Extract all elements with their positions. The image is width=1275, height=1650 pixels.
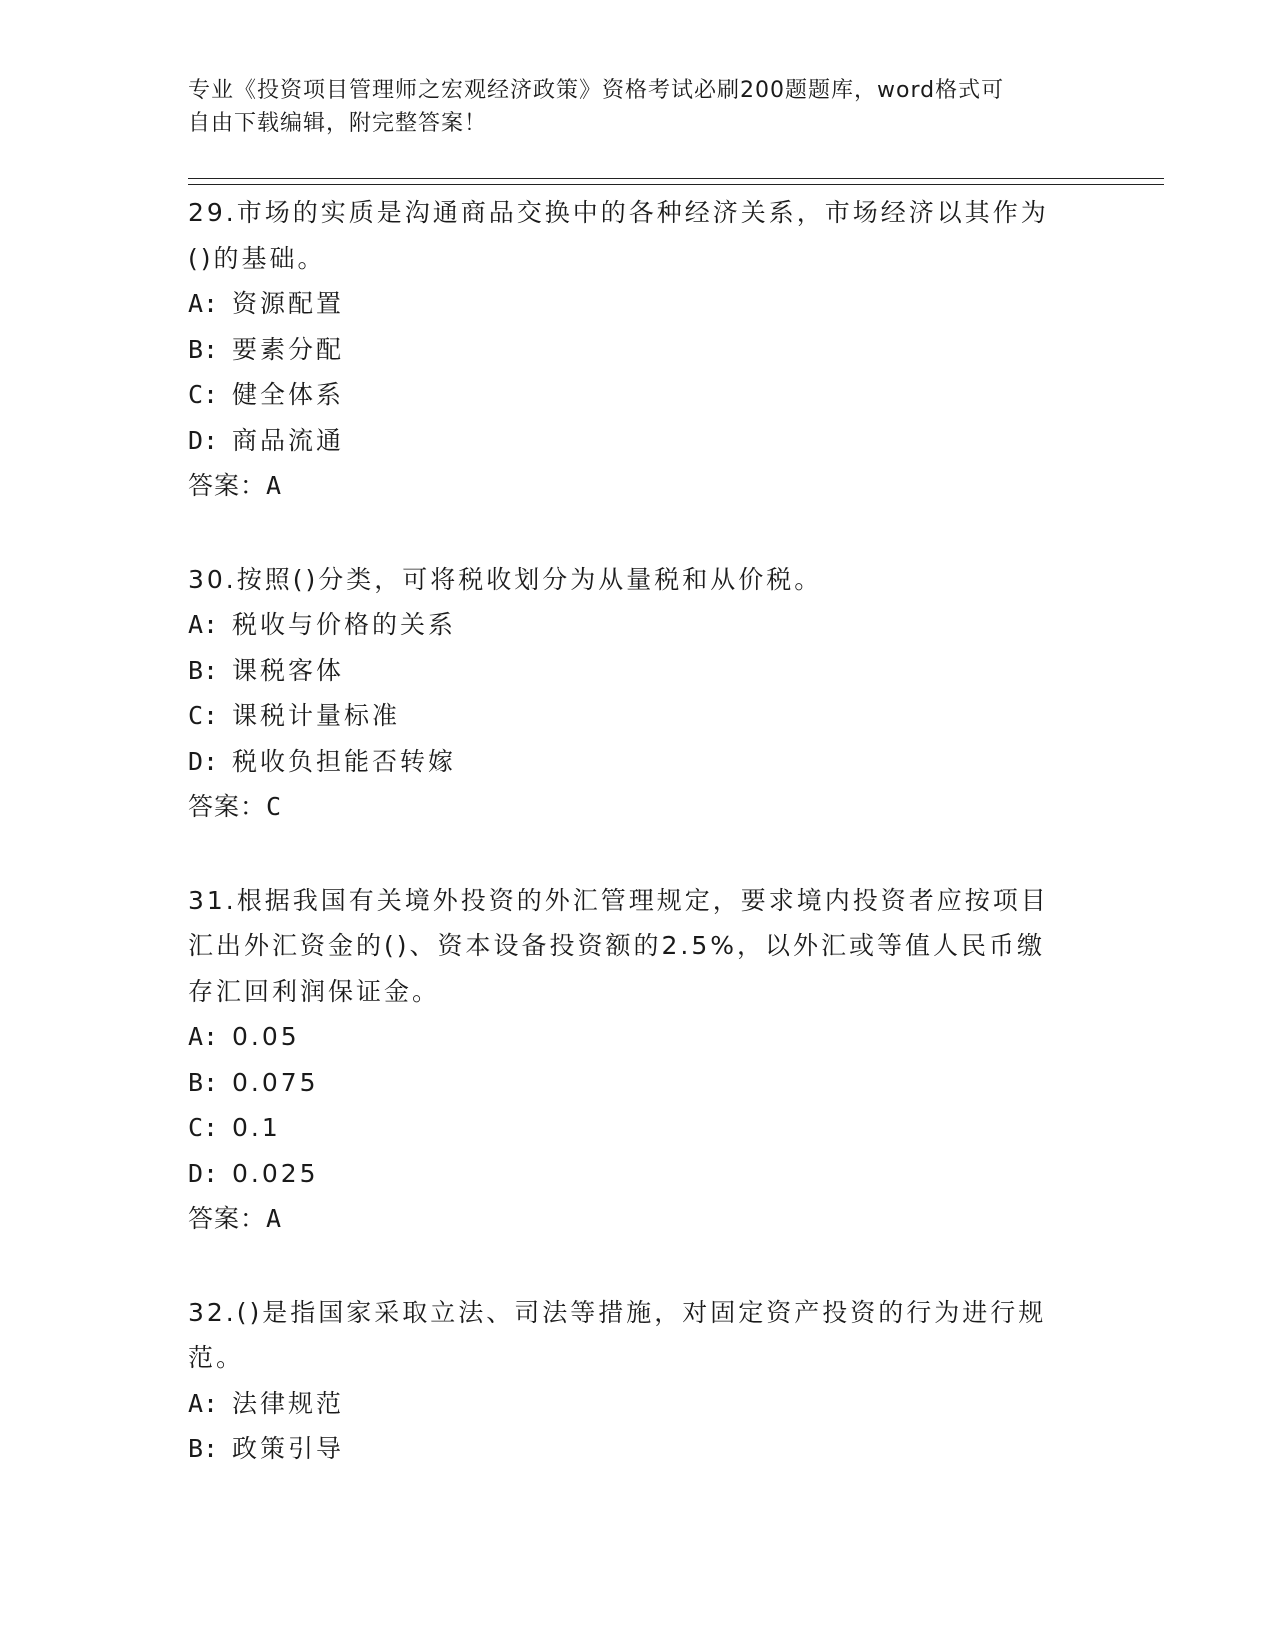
header-divider-bottom	[188, 184, 1164, 185]
option-c	[188, 372, 1088, 418]
option-a	[188, 1014, 1088, 1060]
option-text: 0.075	[232, 1067, 319, 1097]
question-32	[188, 1290, 1088, 1472]
option-c	[188, 693, 1088, 739]
option-key: D:	[188, 425, 219, 455]
option-key: B:	[188, 655, 219, 685]
question-29	[188, 190, 1088, 509]
option-key: B:	[188, 1067, 219, 1097]
option-key: A:	[188, 610, 219, 639]
question-text-line: 范。	[188, 1343, 245, 1372]
answer-value: A	[266, 1204, 283, 1233]
option-key: A:	[188, 289, 219, 318]
option-key: A:	[188, 1388, 219, 1418]
option-text: 政策引导	[232, 1434, 345, 1463]
option-a	[188, 1381, 1088, 1427]
option-text: 课税计量标准	[232, 701, 401, 730]
option-text: 资源配置	[232, 289, 345, 318]
header-title-line-2: 自由下载编辑，附完整答案！	[188, 111, 488, 136]
option-key: A:	[188, 1022, 219, 1051]
question-text-line: 31.根据我国有关境外投资的外汇管理规定，要求境内投资者应按项目	[188, 885, 1049, 915]
question-text-line: 32.()是指国家采取立法、司法等措施，对固定资产投资的行为进行规	[188, 1297, 1047, 1327]
header-divider-top	[188, 178, 1164, 179]
option-text: 0.05	[232, 1022, 300, 1051]
option-b	[188, 1060, 1088, 1106]
document-header	[188, 74, 1088, 140]
answer-value: C	[266, 792, 283, 821]
option-text: 商品流通	[232, 425, 345, 455]
option-key: B:	[188, 334, 219, 364]
option-a	[188, 281, 1088, 327]
option-text: 课税客体	[232, 655, 345, 685]
option-key: C:	[188, 1113, 219, 1142]
option-text: 法律规范	[232, 1388, 345, 1418]
question-text-line: 30.按照()分类，可将税收划分为从量税和从价税。	[188, 564, 823, 594]
question-list	[188, 190, 1088, 1520]
question-30	[188, 557, 1088, 830]
option-text: 健全体系	[232, 380, 345, 409]
option-text: 0.025	[232, 1158, 319, 1188]
option-key: D:	[188, 1158, 219, 1188]
answer-line	[188, 1196, 1088, 1242]
answer-label: 答案：	[188, 471, 267, 500]
header-title-line-1: 专业《投资项目管理师之宏观经济政策》资格考试必刷200题题库，word格式可	[188, 78, 1005, 103]
option-b	[188, 327, 1088, 373]
answer-label: 答案：	[188, 1204, 267, 1233]
option-text: 要素分配	[232, 334, 345, 364]
option-b	[188, 1426, 1088, 1472]
option-text: 税收与价格的关系	[232, 610, 457, 639]
option-key: C:	[188, 380, 219, 409]
question-text-line: 存汇回利润保证金。	[188, 976, 441, 1006]
option-key: B:	[188, 1434, 219, 1463]
answer-line	[188, 463, 1088, 509]
option-text: 税收负担能否转嫁	[232, 746, 457, 776]
option-a	[188, 602, 1088, 648]
option-d	[188, 1151, 1088, 1197]
option-b	[188, 648, 1088, 694]
question-text-line: 29.市场的实质是沟通商品交换中的各种经济关系，市场经济以其作为	[188, 198, 1049, 227]
answer-label: 答案：	[188, 792, 267, 821]
option-c	[188, 1105, 1088, 1151]
question-31	[188, 878, 1088, 1242]
answer-line	[188, 784, 1088, 830]
question-text-line: 汇出外汇资金的()、资本设备投资额的2.5%，以外汇或等值人民币缴	[188, 931, 1046, 960]
option-text: 0.1	[232, 1113, 281, 1142]
question-text-line: ()的基础。	[188, 243, 326, 273]
answer-value: A	[266, 471, 283, 500]
option-d	[188, 418, 1088, 464]
option-key: D:	[188, 746, 219, 776]
option-d	[188, 739, 1088, 785]
option-key: C:	[188, 701, 219, 730]
